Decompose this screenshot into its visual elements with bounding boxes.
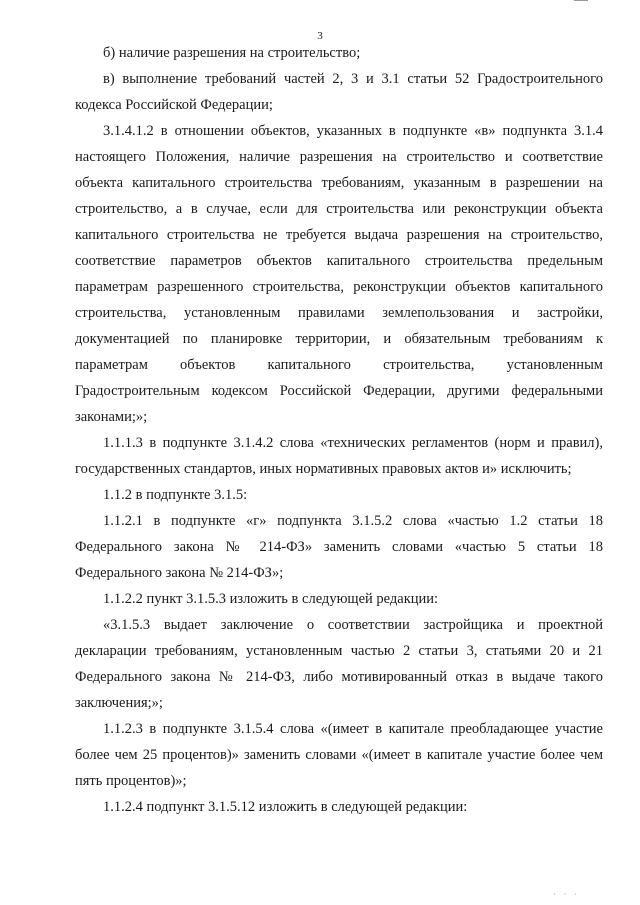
paragraph-1-1-2-2: 1.1.2.2 пункт 3.1.5.3 изложить в следующей редакции: (103, 591, 439, 607)
paragraph-1-1-2-1: 1.1.2.1 в подпункте «г» подпункта 3.1.5.2 слова «частью 1.2 статьи 18 Федерального закона № 214-ФЗ» заменить словами «частью 5 статьи 18 Федерального закона № 214-ФЗ»; (75, 513, 603, 581)
paragraph-v: в) выполнение требований частей 2, 3 и 3.1 статьи 52 Градостроительного кодекса Российской Федерации; (75, 71, 603, 113)
paragraph-1-1-1-3: 1.1.1.3 в подпункте 3.1.4.2 слова «технических регламентов (норм и правил), государственных стандартов, иных нормативных правовых актов и» исключить; (75, 435, 603, 477)
paragraph-3-1-5-3: «3.1.5.3 выдает заключение о соответствии застройщика и проектной декларации требованиям, установленным частью 2 статьи 3, статьями 20 и 21 Федерального закона № 214-ФЗ, либо мотивированный отказ в выдаче такого заключения;»; (75, 617, 603, 711)
scan-bottom-mark: · · · (553, 890, 580, 899)
paragraph-b: б) наличие разрешения на строительство; (103, 45, 361, 61)
paragraph-1-1-2-4: 1.1.2.4 подпункт 3.1.5.12 изложить в следующей редакции: (103, 799, 468, 815)
document-body (75, 40, 603, 820)
scan-edge-mark (574, 0, 588, 4)
paragraph-1-1-2-3: 1.1.2.3 в подпункте 3.1.5.4 слова «(имеет в капитале преобладающее участие более чем 25 процентов)» заменить словами «(имеет в капитале участие более чем пять процентов)»; (75, 721, 603, 789)
paragraph-1-1-2: 1.1.2 в подпункте 3.1.5: (103, 487, 248, 503)
paragraph-3-1-4-1-2: 3.1.4.1.2 в отношении объектов, указанных в подпункте «в» подпункта 3.1.4 настоящего Положения, наличие разрешения на строительство и соответствие объекта капитального строительства требованиям, указанным в разрешении на строительство, а в случае, если для строительства или реконструкции объекта капитального строительства не требуется выдача разрешения на строительство, соответствие параметров объектов капитального строительства предельным параметрам разрешенного строительства, реконструкции объектов капитального строительства, установленным правилами землепользования и застройки, документацией по планировке территории, и обязательным требованиям к параметрам объектов капитального строительства, установленным Градостроительным кодексом Российской Федерации, другими федеральными законами;»; (75, 123, 603, 425)
page-number: 3 (317, 30, 323, 42)
